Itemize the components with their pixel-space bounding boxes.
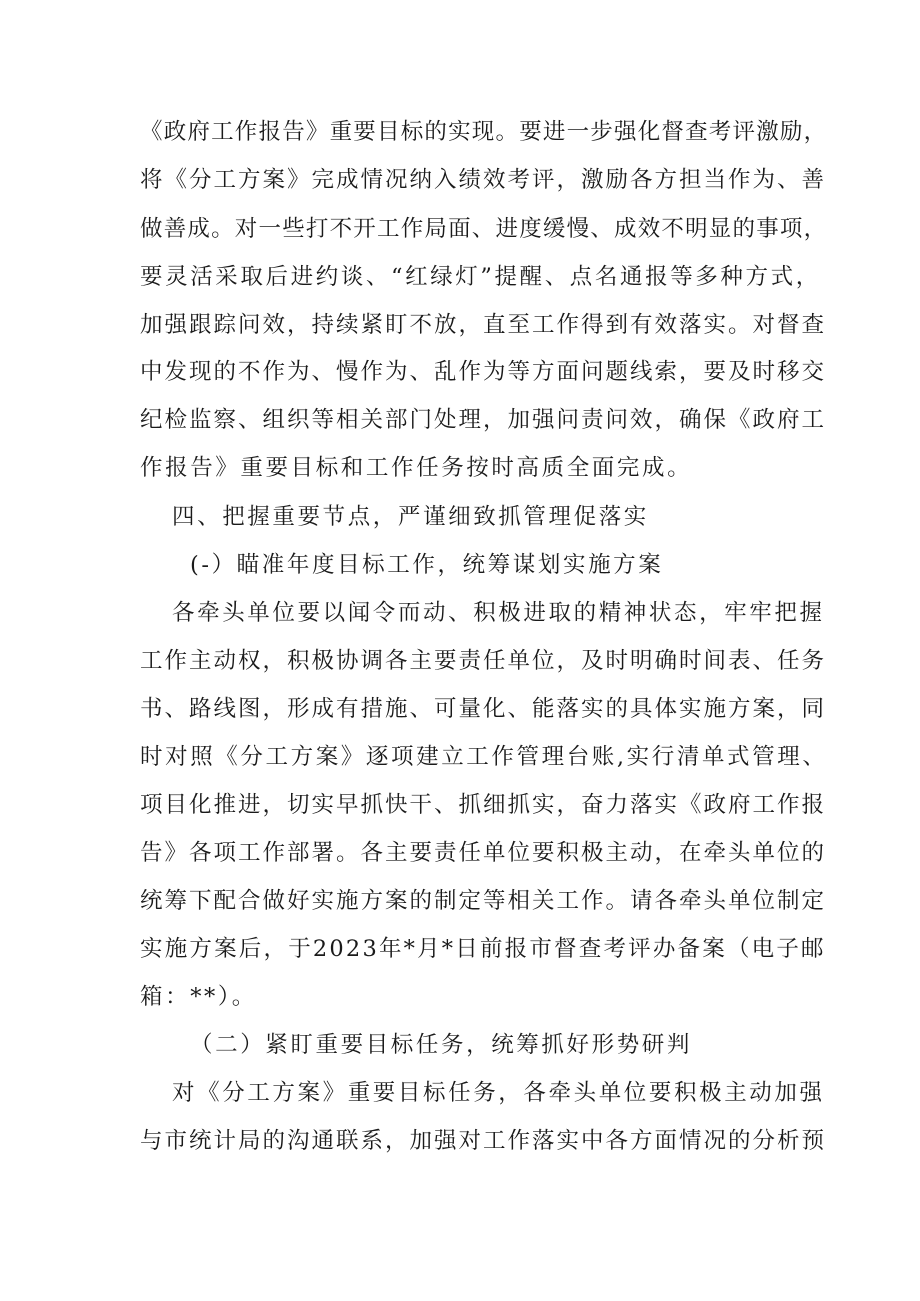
paragraph-line: 与市统计局的沟通联系，加强对工作落实中各方面情况的分析预 bbox=[140, 1128, 827, 1154]
paragraph-line: 对《分工方案》重要目标任务，各牵头单位要积极主动加强 bbox=[172, 1080, 825, 1106]
paragraph-line: 《政府工作报告》重要目标的实现。要进一步强化督查考评激励， bbox=[140, 119, 828, 145]
paragraph-line: 纪检监察、组织等相关部门处理，加强问责问效，确保《政府工 bbox=[140, 407, 827, 433]
section-heading: 四、把握重要节点，严谨细致抓管理促落实 bbox=[172, 504, 649, 530]
paragraph-line: 实施方案后，于2023年*月*日前报市督查考评办备案（电子邮 bbox=[140, 936, 826, 962]
paragraph-line: 作报告》重要目标和工作任务按时高质全面完成。 bbox=[140, 455, 693, 481]
paragraph-line: 要灵活采取后进约谈、“红绿灯”提醒、点名通报等多种方式， bbox=[140, 264, 821, 290]
paragraph-line: 工作主动权，积极协调各主要责任单位，及时明确时间表、任务 bbox=[140, 648, 827, 674]
subsection-heading: (-）瞄准年度目标工作，统筹谋划实施方案 bbox=[190, 552, 664, 578]
paragraph-line: 统筹下配合做好实施方案的制定等相关工作。请各牵头单位制定 bbox=[140, 888, 827, 914]
paragraph-line: 书、路线图，形成有措施、可量化、能落实的具体实施方案，同 bbox=[140, 696, 827, 722]
paragraph-line: 加强跟踪问效，持续紧盯不放，直至工作得到有效落实。对督查 bbox=[140, 312, 827, 338]
paragraph-line: 各牵头单位要以闻令而动、积极进取的精神状态，牢牢把握 bbox=[172, 600, 825, 626]
paragraph-line: 做善成。对一些打不开工作局面、进度缓慢、成效不明显的事项， bbox=[140, 216, 828, 242]
paragraph-line: 中发现的不作为、慢作为、乱作为等方面问题线索，要及时移交 bbox=[140, 359, 827, 385]
subsection-heading: （二）紧盯重要目标任务，统筹抓好形势研判 bbox=[190, 1032, 693, 1058]
paragraph-line: 时对照《分工方案》逐项建立工作管理台账,实行清单式管理、 bbox=[140, 744, 828, 770]
paragraph-line: 将《分工方案》完成情况纳入绩效考评，激励各方担当作为、善 bbox=[140, 167, 827, 193]
paragraph-line: 告》各项工作部署。各主要责任单位要积极主动，在牵头单位的 bbox=[140, 840, 827, 866]
paragraph-line: 项目化推进，切实早抓快干、抓细抓实，奋力落实《政府工作报 bbox=[140, 792, 827, 818]
paragraph-line: 箱：**）。 bbox=[140, 984, 257, 1010]
